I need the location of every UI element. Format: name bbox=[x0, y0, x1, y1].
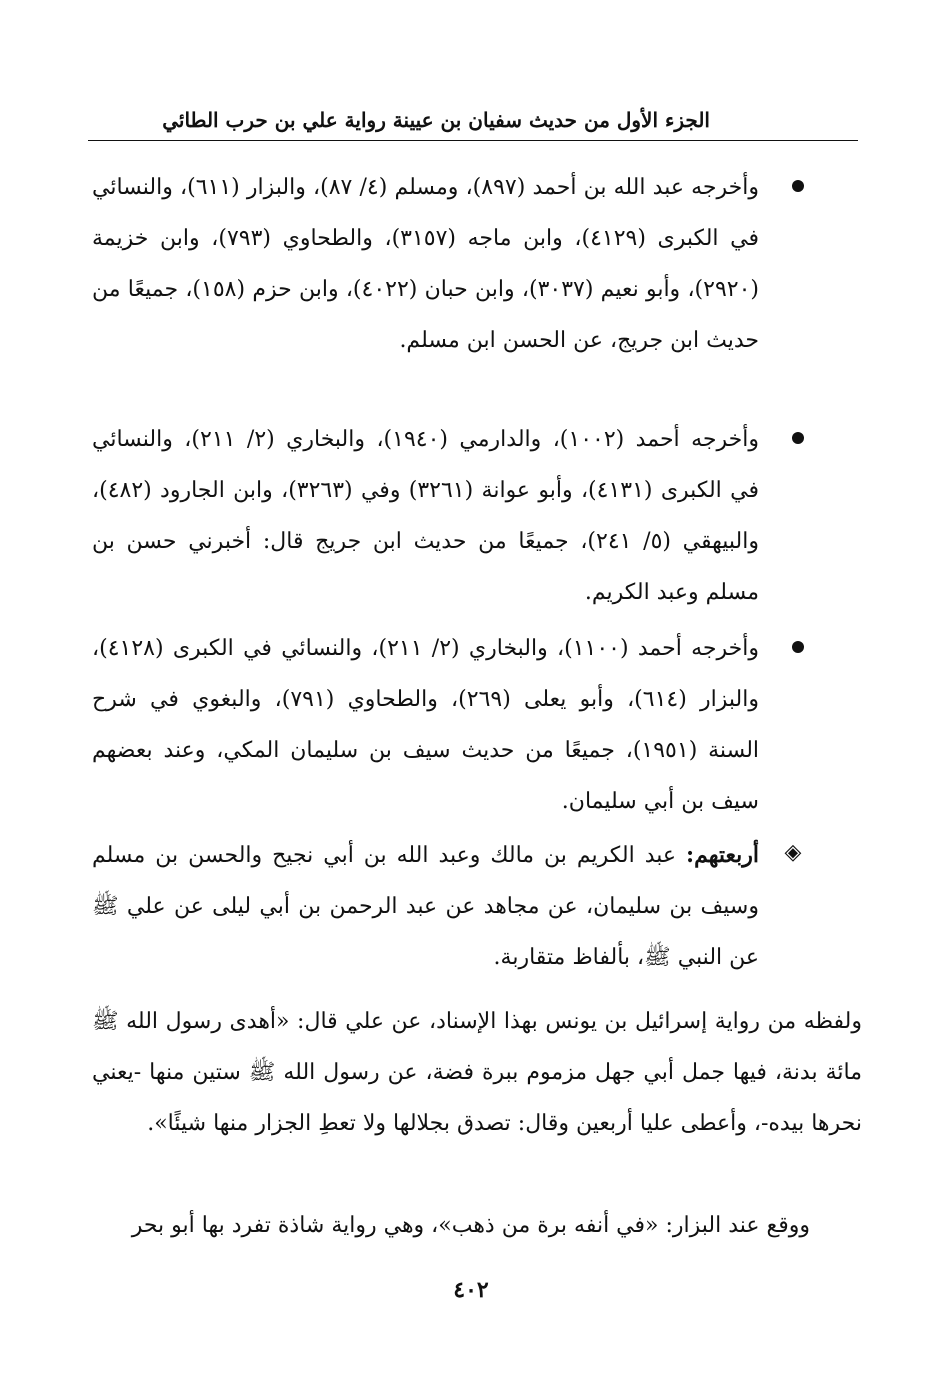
paragraph-4-lead: أربعتهم: bbox=[685, 842, 759, 868]
page-number: ٤٠٢ bbox=[453, 1277, 489, 1303]
paragraph-1: وأخرجه عبد الله بن أحمد (٨٩٧)، ومسلم (٤/ ٨٧)، والبزار (٦١١)، والنسائي في الكبرى (٤١٢٩)، وابن ماجه (٣١٥٧)، والطحاوي (٧٩٣)، وابن خزيمة (٢٩٢٠)، وأبو نعيم (٣٠٣٧)، وابن حبان (٤٠٢٢)، وابن حزم (١٥٨)، جميعًا من حديث ابن جريج، عن الحسن ابن مسلم. bbox=[92, 175, 760, 353]
paragraph-4 bbox=[92, 830, 759, 983]
paragraph-3: وأخرجه أحمد (١١٠٠)، والبخاري (٢/ ٢١١)، والنسائي في الكبرى (٤١٢٨)، والبزار (٦١٤)، وأبو يعلى (٢٦٩)، والطحاوي (٧٩١)، والبغوي في شرح السنة (١٩٥١)، جميعًا من حديث سيف بن سليمان المكي، وعند بعضهم سيف بن أبي سليمان. bbox=[92, 636, 760, 814]
bullet-icon bbox=[792, 432, 804, 444]
running-header: الجزء الأول من حديث سفيان بن عيينة رواية علي بن حرب الطائي bbox=[162, 108, 710, 132]
paragraph-6: ووقع عند البزار: «في أنفه برة من ذهب»، وهي رواية شاذة تفرد بها أبو بحر bbox=[131, 1213, 810, 1238]
diamond-bullet-icon: ◈ bbox=[784, 840, 802, 865]
bullet-icon bbox=[792, 641, 804, 653]
paragraph-2: وأخرجه أحمد (١٠٠٢)، والدارمي (١٩٤٠)، والبخاري (٢/ ٢١١)، والنسائي في الكبرى (٤١٣١)، وأبو عوانة (٣٢٦١) وفي (٣٢٦٣)، وابن الجارود (٤٨٢)، والبيهقي (٥/ ٢٤١)، جميعًا من حديث ابن جريج قال: أخبرني حسن بن مسلم وعبد الكريم. bbox=[92, 427, 760, 605]
paragraph-5: ولفظه من رواية إسرائيل بن يونس بهذا الإسناد، عن علي قال: «أهدى رسول الله ﷺ مائة بدنة، فيها جمل أبي جهل مزموم ببرة فضة، عن رسول الله ﷺ ستين منها -يعني نحرها بيده-، وأعطى عليا أربعين وقال: تصدق بجلالها ولا تعطِ الجزار منها شيئًا». bbox=[92, 1009, 862, 1136]
paragraph-4-text: عبد الكريم بن مالك وعبد الله بن أبي نجيح والحسن بن مسلم وسيف بن سليمان، عن مجاهد عن عبد الرحمن بن أبي ليلى عن علي ﷺ عن النبي ﷺ، بألفاظ متقاربة. bbox=[92, 843, 759, 970]
bullet-icon bbox=[792, 180, 804, 192]
header-rule bbox=[88, 140, 858, 141]
